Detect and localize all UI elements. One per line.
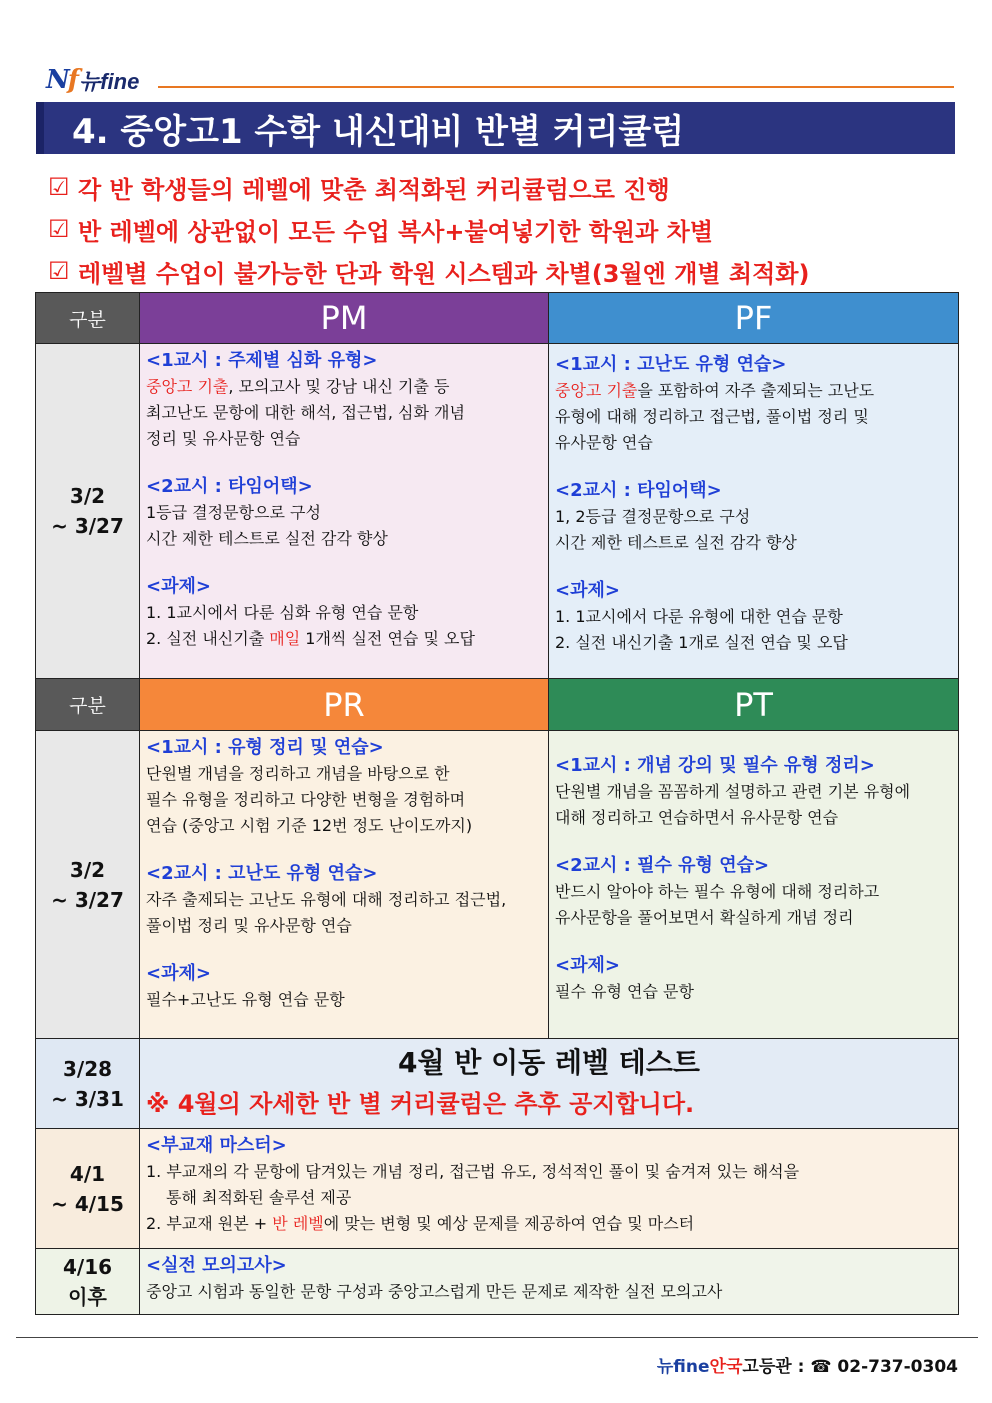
- section-title: <실전 모의고사>: [146, 1255, 287, 1276]
- date-start: 3/28: [62, 1056, 113, 1081]
- text-line: 정리 및 유사문항 연습: [146, 429, 301, 448]
- feature-text: 레벨별 수업이 불가능한 단과 학원 시스템과 차별(3월엔 개별 최적화): [78, 259, 810, 288]
- section-title: <1교시 : 개념 강의 및 필수 유형 정리>: [555, 755, 875, 776]
- date-start: 4/1: [69, 1161, 106, 1186]
- text-part: 2. 실전 내신기출: [146, 629, 270, 648]
- section-title: <과제>: [146, 576, 211, 597]
- logo-text: 뉴fine: [78, 68, 140, 94]
- text-part: 2. 부교재 원본 +: [146, 1214, 273, 1233]
- text-line: [555, 378, 952, 404]
- text-line: 반드시 알아야 하는 필수 유형에 대해 정리하고: [555, 882, 880, 901]
- text-line: 1. 1교시에서 다룬 심화 유형 연습 문항: [146, 603, 419, 622]
- footer-contact: [657, 1352, 958, 1377]
- section-title: <부교재 마스터>: [146, 1135, 287, 1156]
- text-line: [146, 1211, 952, 1237]
- date-end: ~ 4/15: [51, 1191, 124, 1216]
- feature-item: [48, 208, 968, 250]
- page-title-bar: [36, 102, 955, 154]
- class-pr-content: [140, 731, 549, 1039]
- text-line: 시간 제한 테스트로 실전 감각 향상: [146, 529, 388, 548]
- class-pf-header: PF: [549, 293, 959, 344]
- text-line: 단원별 개념을 정리하고 개념을 바탕으로 한: [146, 764, 450, 783]
- text-line: 중앙고 시험과 동일한 문항 구성과 중앙고스럽게 만든 문제로 제작한 실전 모의고사: [146, 1282, 723, 1301]
- footer-rule: [16, 1337, 978, 1338]
- page-title: 4. 중앙고1 수학 내신대비 반별 커리큘럼: [72, 111, 685, 152]
- level-test-note: ※ 4월의 자세한 반 별 커리큘럼은 추후 공지합니다.: [146, 1090, 695, 1118]
- section-title: <과제>: [555, 955, 620, 976]
- date-end: ~ 3/27: [51, 887, 124, 912]
- checkbox-icon: ☑: [48, 257, 70, 285]
- section-title: <2교시 : 필수 유형 연습>: [555, 855, 770, 876]
- text-line: 연습 (중앙고 시험 기준 12번 정도 난이도까지): [146, 816, 473, 835]
- header-rule: [158, 86, 954, 88]
- highlight-text: 중앙고 기출: [555, 381, 638, 400]
- text-line: 유형에 대해 정리하고 접근법, 풀이법 정리 및: [555, 407, 869, 426]
- curriculum-table: [35, 292, 959, 1315]
- date-end: ~ 3/31: [51, 1086, 124, 1111]
- class-pr-header: PR: [140, 679, 549, 731]
- text-line: 1등급 결정문항으로 구성: [146, 503, 321, 522]
- logo-mark: Nf: [46, 65, 77, 95]
- text-part: 1개씩 실전 연습 및 오답: [300, 629, 475, 648]
- class-pm-content: [140, 344, 549, 679]
- text-line: [146, 374, 542, 400]
- checkbox-icon: ☑: [48, 215, 70, 243]
- class-pm-header: PM: [140, 293, 549, 344]
- feature-text: 각 반 학생들의 레벨에 맞춘 최적화된 커리큘럼으로 진행: [78, 175, 670, 204]
- phone-icon: ☎: [810, 1357, 832, 1377]
- feature-item: [48, 250, 968, 292]
- text-line: 통해 최적화된 솔루션 제공: [166, 1188, 352, 1207]
- level-test-title: 4월 반 이동 레벨 테스트: [398, 1046, 700, 1079]
- text-line: 대해 정리하고 연습하면서 유사문항 연습: [555, 808, 839, 827]
- textbook-master-content: [140, 1129, 959, 1249]
- period-date: [36, 1129, 140, 1249]
- footer-brand: 뉴fine: [656, 1357, 710, 1377]
- feature-text: 반 레벨에 상관없이 모든 수업 복사+붙여넣기한 학원과 차별: [78, 217, 714, 246]
- checkbox-icon: ☑: [48, 173, 70, 201]
- section-title: <1교시 : 주제별 심화 유형>: [146, 350, 378, 371]
- text-part: 에 맞는 변형 및 예상 문제를 제공하여 연습 및 마스터: [323, 1214, 695, 1233]
- section-title: <2교시 : 타임어택>: [555, 480, 722, 501]
- highlight-text: 중앙고 기출: [146, 377, 229, 396]
- date-end: ~ 3/27: [51, 514, 124, 538]
- text-line: 1, 2등급 결정문항으로 구성: [555, 507, 751, 526]
- text-line: 자주 출제되는 고난도 유형에 대해 정리하고 접근법,: [146, 890, 507, 909]
- text-line: 1. 1교시에서 다룬 유형에 대한 연습 문항: [555, 607, 843, 626]
- date-start: 3/2: [69, 857, 106, 882]
- text-line: 풀이법 정리 및 유사문항 연습: [146, 916, 352, 935]
- text-line: 2. 실전 내신기출 1개로 실전 연습 및 오답: [555, 633, 848, 652]
- period-date: [36, 344, 140, 679]
- class-pt-header: PT: [549, 679, 959, 731]
- section-title: <과제>: [146, 963, 211, 984]
- text-line: 필수 유형을 정리하고 다양한 변형을 경험하며: [146, 790, 466, 809]
- text-line: 필수+고난도 유형 연습 문항: [146, 990, 345, 1009]
- highlight-text: 매일: [269, 629, 301, 648]
- footer-branch: 안국: [709, 1357, 743, 1377]
- text-line: 유사문항을 풀어보면서 확실하게 개념 정리: [555, 908, 854, 927]
- title-accent: [36, 102, 44, 154]
- footer-campus: 고등관: [742, 1357, 792, 1377]
- text-line: 시간 제한 테스트로 실전 감각 향상: [555, 533, 797, 552]
- footer-sep: :: [791, 1357, 811, 1377]
- period-date: [36, 1039, 140, 1129]
- footer-phone: 02-737-0304: [831, 1357, 958, 1377]
- brand-logo: [46, 60, 139, 100]
- gubun-header: 구분: [36, 293, 140, 344]
- text-line: 1. 부교재의 각 문항에 담겨있는 개념 정리, 접근법 유도, 정석적인 풀이 및 숨겨져 있는 해석을: [146, 1162, 800, 1181]
- text-line: 단원별 개념을 꼼꼼하게 설명하고 관련 기본 유형에: [555, 782, 911, 801]
- gubun-header: 구분: [36, 679, 140, 731]
- level-test-content: [140, 1039, 959, 1129]
- date-start: 4/16: [62, 1254, 113, 1279]
- text-line: 최고난도 문항에 대한 해석, 접근법, 심화 개념: [146, 403, 465, 422]
- class-pf-content: [549, 344, 959, 679]
- text-line: 유사문항 연습: [555, 433, 653, 452]
- mock-exam-content: [140, 1249, 959, 1315]
- text-line-rest: 을 포함하여 자주 출제되는 고난도: [637, 381, 875, 400]
- section-title: <1교시 : 고난도 유형 연습>: [555, 354, 787, 375]
- section-title: <1교시 : 유형 정리 및 연습>: [146, 737, 384, 758]
- date-start: 3/2: [69, 484, 106, 508]
- text-line: 필수 유형 연습 문항: [555, 982, 694, 1001]
- section-title: <2교시 : 타임어택>: [146, 476, 313, 497]
- text-line-rest: , 모의고사 및 강남 내신 기출 등: [228, 377, 450, 396]
- class-pt-content: [549, 731, 959, 1039]
- period-date: [36, 731, 140, 1039]
- date-end: 이후: [68, 1284, 107, 1309]
- feature-item: [48, 166, 968, 208]
- section-title: <2교시 : 고난도 유형 연습>: [146, 863, 378, 884]
- highlight-text: 반 레벨: [272, 1214, 324, 1233]
- text-line: [146, 626, 542, 652]
- section-title: <과제>: [555, 580, 620, 601]
- period-date: [36, 1249, 140, 1315]
- feature-list: [48, 166, 968, 292]
